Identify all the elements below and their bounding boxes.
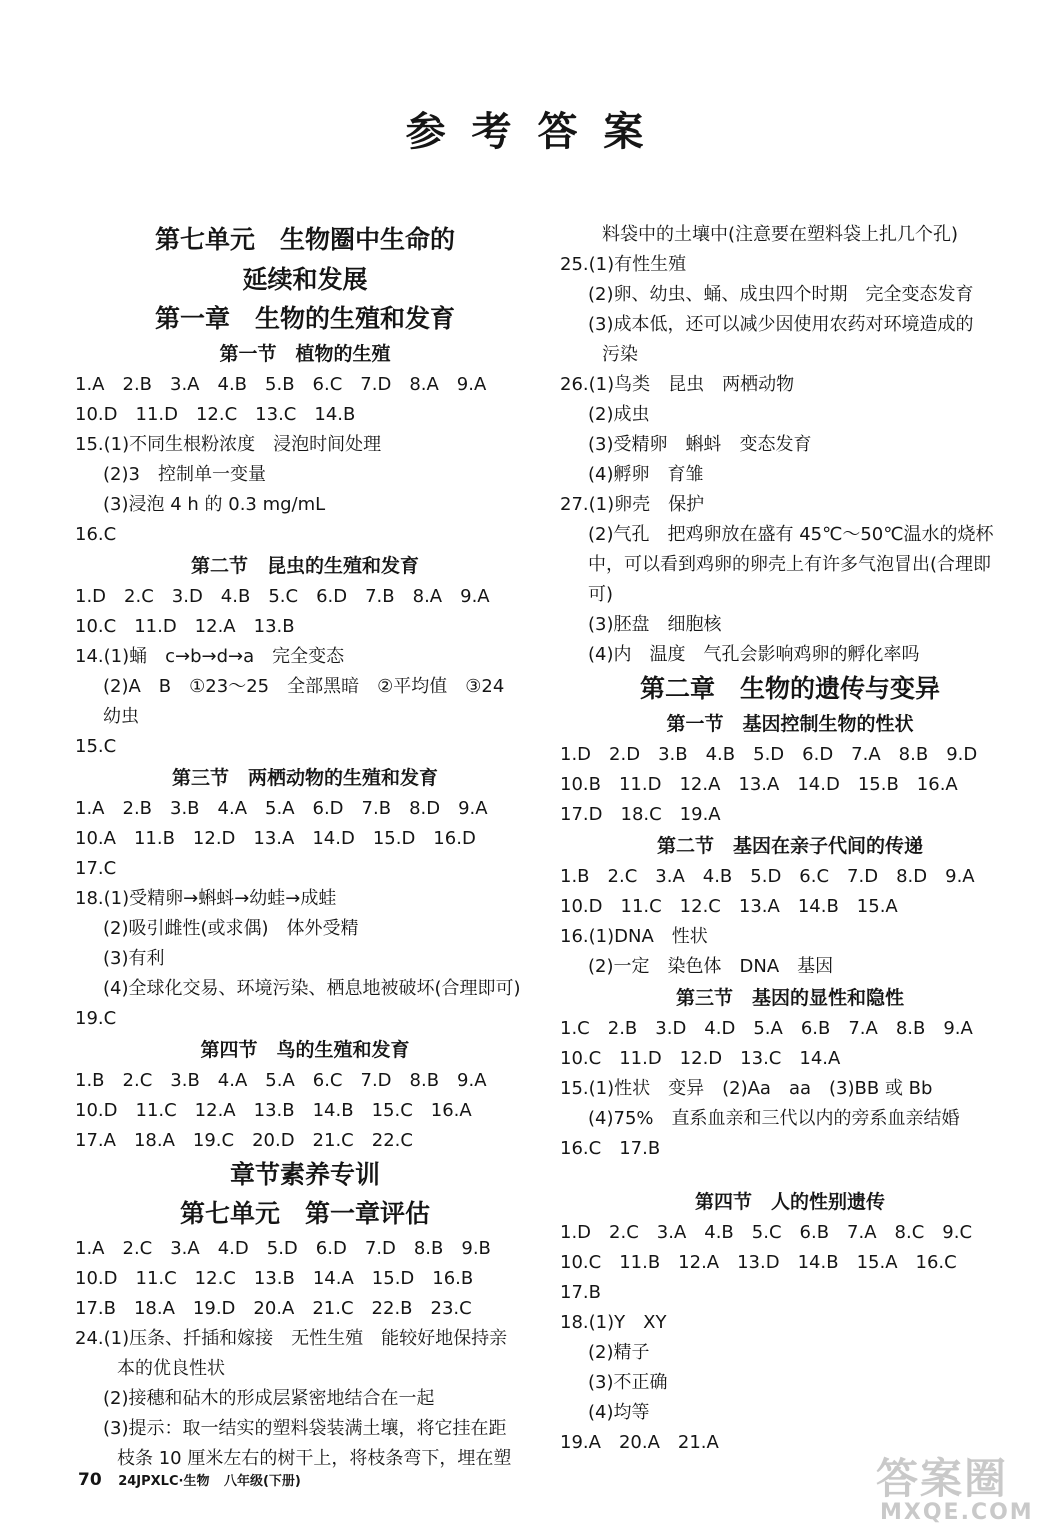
page-title: 参 考 答 案 — [405, 108, 650, 155]
answer-line: (2)成虫 — [588, 404, 650, 425]
answer-line: (2)接穗和砧木的形成层紧密地结合在一起 — [103, 1388, 435, 1409]
answer-line: (3)受精卵 蝌蚪 变态发育 — [588, 434, 812, 455]
answer-line: (4)全球化交易、环境污染、栖息地被破坏(合理即可) — [103, 978, 521, 999]
answer-line: 24.(1)压条、扦插和嫁接 无性生殖 能较好地保持亲 — [75, 1328, 508, 1349]
section-heading: 第四节 人的性别遗传 — [694, 1191, 885, 1213]
answer-line: 16.C — [75, 524, 117, 545]
answer-line: 10.B 11.D 12.A 13.A 14.D 15.B 16.A — [560, 774, 958, 795]
page-number: 70 — [78, 1470, 102, 1490]
answer-line: 18.(1)Y XY — [560, 1312, 667, 1333]
answer-line: (3)浸泡 4 h 的 0.3 mg/mL — [103, 494, 326, 515]
grade-label: 八年级(下册) — [223, 1474, 301, 1489]
answer-line: (3)成本低，还可以减少因使用农药对环境造成的 — [588, 314, 974, 335]
answer-line: (3)胚盘 细胞核 — [588, 614, 722, 635]
answer-line: 1.B 2.C 3.A 4.B 5.D 6.C 7.D 8.D 9.A — [560, 866, 975, 887]
answer-line: 16.(1)DNA 性状 — [560, 926, 708, 947]
answer-line: 17.B — [560, 1282, 601, 1303]
spacer — [560, 1164, 1020, 1186]
answer-line: 幼虫 — [103, 706, 139, 727]
answer-line: 枝条 10 厘米左右的树干上，将枝条弯下，埋在塑 — [117, 1448, 512, 1469]
answer-line: 17.D 18.C 19.A — [560, 804, 721, 825]
answer-line: 料袋中的土壤中(注意要在塑料袋上扎几个孔) — [602, 224, 959, 245]
answer-line: 15.(1)性状 变异 (2)Aa aa (3)BB 或 Bb — [560, 1078, 933, 1099]
answer-line: (2)3 控制单一变量 — [103, 464, 266, 485]
answer-line: 16.C 17.B — [560, 1138, 661, 1159]
answer-line: (2)精子 — [588, 1342, 650, 1363]
answer-line: 10.D 11.C 12.C 13.B 14.A 15.D 16.B — [75, 1268, 474, 1289]
answer-line: 本的优良性状 — [117, 1358, 225, 1379]
answer-line: (3)提示：取一结实的塑料袋装满土壤，将它挂在距 — [103, 1418, 507, 1439]
answer-line: (4)内 温度 气孔会影响鸡卵的孵化率吗 — [588, 644, 920, 665]
answer-line: 25.(1)有性生殖 — [560, 254, 687, 275]
answer-line: 15.(1)不同生根粉浓度 浸泡时间处理 — [75, 434, 382, 455]
answer-line: 中，可以看到鸡卵的卵壳上有许多气泡冒出(合理即 — [588, 554, 992, 575]
answer-line: 10.C 11.B 12.A 13.D 14.B 15.A 16.C — [560, 1252, 957, 1273]
answer-line: 1.C 2.B 3.D 4.D 5.A 6.B 7.A 8.B 9.A — [560, 1018, 973, 1039]
unit-heading: 第七单元 第一章评估 — [179, 1199, 430, 1228]
section-heading: 第一节 基因控制生物的性状 — [666, 713, 914, 735]
answer-line: 10.C 11.D 12.D 13.C 14.A — [560, 1048, 841, 1069]
right-column — [560, 220, 1020, 1458]
answer-line: 污染 — [602, 344, 638, 365]
page-footer — [78, 1468, 311, 1492]
answer-line: (4)均等 — [588, 1402, 650, 1423]
answer-line: 14.(1)蛹 c→b→d→a 完全变态 — [75, 646, 345, 667]
section-heading: 第三节 两栖动物的生殖和发育 — [171, 767, 438, 789]
answer-line: 10.D 11.D 12.C 13.C 14.B — [75, 404, 356, 425]
answer-line: 1.A 2.B 3.A 4.B 5.B 6.C 7.D 8.A 9.A — [75, 374, 487, 395]
section-heading: 第四节 鸟的生殖和发育 — [200, 1039, 410, 1061]
answer-line: (2)一定 染色体 DNA 基因 — [588, 956, 834, 977]
answer-line: 18.(1)受精卵→蝌蚪→幼蛙→成蛙 — [75, 888, 337, 909]
chapter-heading: 第二章 生物的遗传与变异 — [639, 674, 940, 703]
unit-heading: 延续和发展 — [242, 265, 368, 294]
answer-line: 10.C 11.D 12.A 13.B — [75, 616, 295, 637]
chapter-heading: 章节素养专训 — [229, 1160, 380, 1189]
answer-line: (2)A B ①23～25 全部黑暗 ②平均值 ③24 — [103, 676, 505, 697]
answer-line: (2)卵、幼虫、蛹、成虫四个时期 完全变态发育 — [588, 284, 974, 305]
answer-line: 1.B 2.C 3.B 4.A 5.A 6.C 7.D 8.B 9.A — [75, 1070, 487, 1091]
answer-line: 10.D 11.C 12.C 13.A 14.B 15.A — [560, 896, 898, 917]
answer-line: 17.B 18.A 19.D 20.A 21.C 22.B 23.C — [75, 1298, 472, 1319]
answer-line: (3)不正确 — [588, 1372, 668, 1393]
section-heading: 第三节 基因的显性和隐性 — [675, 987, 904, 1009]
answer-line: (4)孵卵 育雏 — [588, 464, 704, 485]
answer-line: (2)吸引雌性(或求偶) 体外受精 — [103, 918, 359, 939]
answer-line: 17.C — [75, 858, 117, 879]
watermark-logo — [870, 1440, 1040, 1530]
answer-line: 26.(1)鸟类 昆虫 两栖动物 — [560, 374, 795, 395]
unit-heading: 第七单元 生物圈中生命的 — [154, 225, 455, 254]
answer-line: 27.(1)卵壳 保护 — [560, 494, 705, 515]
section-heading: 第二节 基因在亲子代间的传递 — [656, 835, 923, 857]
answer-line: (2)气孔 把鸡卵放在盛有 45℃～50℃温水的烧杯 — [588, 524, 994, 545]
chapter-heading: 第一章 生物的生殖和发育 — [154, 304, 455, 333]
answer-line: 19.A 20.A 21.A — [560, 1432, 719, 1453]
book-code: 24JPXLC·生物 — [118, 1474, 210, 1489]
section-heading: 第二节 昆虫的生殖和发育 — [190, 555, 419, 577]
answer-line: 1.D 2.C 3.D 4.B 5.C 6.D 7.B 8.A 9.A — [75, 586, 490, 607]
answer-line: (4)75% 直系血亲和三代以内的旁系血亲结婚 — [588, 1108, 960, 1129]
answer-line: 19.C — [75, 1008, 117, 1029]
answer-line: 15.C — [75, 736, 117, 757]
answer-line: 1.D 2.D 3.B 4.B 5.D 6.D 7.A 8.B 9.D — [560, 744, 978, 765]
left-column — [75, 220, 535, 1474]
answer-line: 10.A 11.B 12.D 13.A 14.D 15.D 16.D — [75, 828, 476, 849]
answer-line: 17.A 18.A 19.C 20.D 21.C 22.C — [75, 1130, 413, 1151]
watermark-url: MXQE.COM — [880, 1500, 1034, 1525]
section-heading: 第一节 植物的生殖 — [219, 343, 391, 365]
watermark-logo-text: 答案圈 — [876, 1454, 1009, 1503]
answer-line: 10.D 11.C 12.A 13.B 14.B 15.C 16.A — [75, 1100, 472, 1121]
answer-line: (3)有利 — [103, 948, 165, 969]
answer-line: 1.D 2.C 3.A 4.B 5.C 6.B 7.A 8.C 9.C — [560, 1222, 973, 1243]
answer-line: 1.A 2.B 3.B 4.A 5.A 6.D 7.B 8.D 9.A — [75, 798, 488, 819]
answer-line: 可) — [588, 584, 614, 605]
answer-line: 1.A 2.C 3.A 4.D 5.D 6.D 7.D 8.B 9.B — [75, 1238, 491, 1259]
